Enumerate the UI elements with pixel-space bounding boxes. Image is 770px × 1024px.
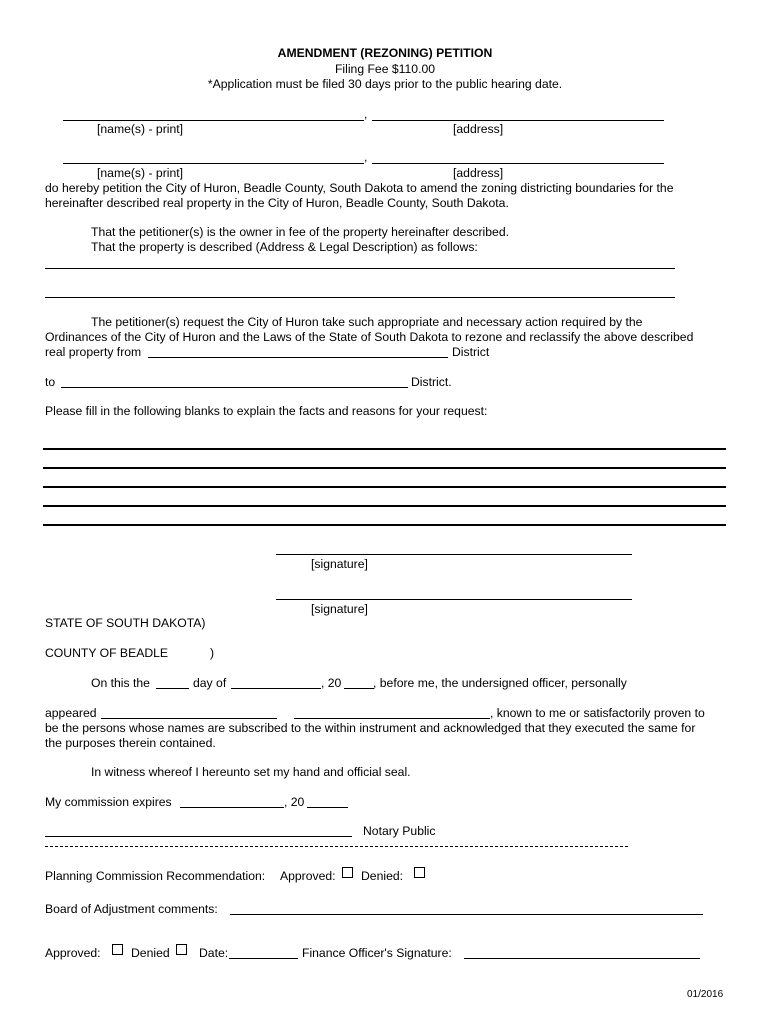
appeared-field-1[interactable] (101, 718, 277, 719)
day-of-label: day of (193, 676, 227, 690)
pc-denied-label: Denied: (361, 869, 404, 883)
filing-fee: Filing Fee $110.00 (334, 62, 436, 76)
month-field[interactable] (231, 688, 321, 689)
commission-year-prefix: , 20 (284, 795, 305, 809)
request-text-3b: District (452, 345, 490, 359)
final-denied-label: Denied (131, 946, 170, 960)
notary-signature-line[interactable] (45, 836, 352, 837)
petitioner-name-line-2[interactable] (63, 163, 364, 164)
request-text-3a: real property from (45, 345, 142, 359)
pc-approved-label: Approved: (280, 869, 336, 883)
reason-line-5[interactable] (43, 524, 726, 526)
board-comments-field[interactable] (230, 914, 703, 915)
filing-note: *Application must be filed 30 days prior to the public hearing date. (207, 77, 563, 91)
signature-line-2[interactable] (276, 599, 632, 600)
finance-signature-label: Finance Officer's Signature: (302, 946, 452, 960)
persons-text: be the persons whose names are subscribed to the within instrument and acknowledged that they executed the same for (45, 721, 696, 735)
date-label: Date: (199, 946, 229, 960)
date-field[interactable] (229, 958, 298, 959)
revision-date: 01/2016 (687, 989, 724, 1000)
to-district-label: District. (411, 375, 452, 389)
county-paren: ) (210, 646, 215, 660)
witness-text: In witness whereof I hereunto set my hand and official seal. (91, 765, 411, 779)
request-text-2: Ordinances of the City of Huron and the Laws of the State of South Dakota to rezone and reclassify the above described (45, 330, 694, 344)
reasons-prompt: Please fill in the following blanks to explain the facts and reasons for your request: (45, 404, 488, 418)
name-label-1: [name(s) - print] (97, 122, 184, 136)
name-label-2: [name(s) - print] (97, 166, 184, 180)
appeared-field-2[interactable] (294, 718, 490, 719)
commission-label: My commission expires (45, 795, 172, 809)
final-denied-checkbox[interactable] (176, 944, 187, 955)
signature-label-1: [signature] (311, 557, 368, 571)
final-approved-label: Approved: (45, 946, 101, 960)
petition-text-2: hereinafter described real property in the City of Huron, Beadle County, South Dakota. (45, 196, 509, 210)
description-prompt: That the property is described (Address & Legal Description) as follows: (91, 240, 478, 254)
year-field[interactable] (344, 688, 374, 689)
pc-denied-checkbox[interactable] (414, 867, 425, 878)
on-this-label: On this the (91, 676, 150, 690)
reason-line-2[interactable] (43, 467, 726, 469)
known-text: , known to me or satisfactorily proven to (490, 706, 705, 720)
state-label: STATE OF SOUTH DAKOTA) (45, 616, 206, 630)
address-label-1: [address] (453, 122, 504, 136)
signature-line-1[interactable] (276, 554, 632, 555)
comma-2: , (364, 150, 368, 164)
appeared-label: appeared (45, 706, 97, 720)
reason-line-3[interactable] (43, 486, 726, 488)
petitioner-address-line-2[interactable] (372, 163, 664, 164)
day-field[interactable] (156, 688, 189, 689)
reason-line-1[interactable] (43, 448, 726, 450)
comma-1: , (364, 107, 368, 121)
board-comments-label: Board of Adjustment comments: (45, 902, 218, 916)
year-prefix: , 20 (321, 676, 342, 690)
pc-recommendation-label: Planning Commission Recommendation: (45, 869, 266, 883)
to-district-field[interactable] (61, 387, 408, 388)
purposes-text: the purposes therein contained. (45, 736, 216, 750)
form-title: AMENDMENT (REZONING) PETITION (277, 46, 493, 60)
finance-signature-field[interactable] (464, 958, 700, 959)
petition-text-1: do hereby petition the City of Huron, Beadle County, South Dakota to amend the zoning districting boundaries for the (45, 181, 674, 195)
commission-year-field[interactable] (307, 807, 348, 808)
county-label: COUNTY OF BEADLE (45, 646, 169, 660)
description-line-2[interactable] (45, 297, 675, 298)
signature-label-2: [signature] (311, 602, 368, 616)
to-label: to (45, 375, 56, 389)
description-line-1[interactable] (45, 268, 675, 269)
petitioner-name-line-1[interactable] (63, 120, 364, 121)
final-approved-checkbox[interactable] (112, 944, 123, 955)
from-district-field[interactable] (148, 357, 448, 358)
owner-statement: That the petitioner(s) is the owner in fee of the property hereinafter described. (91, 225, 509, 239)
commission-date-field[interactable] (180, 807, 284, 808)
pc-approved-checkbox[interactable] (342, 867, 353, 878)
address-label-2: [address] (453, 166, 504, 180)
notary-public-label: Notary Public (363, 824, 436, 838)
reason-line-4[interactable] (43, 505, 726, 507)
before-me-text: , before me, the undersigned officer, personally (373, 676, 627, 690)
office-use-divider (45, 846, 628, 847)
petitioner-address-line-1[interactable] (372, 120, 664, 121)
request-text-1: The petitioner(s) request the City of Huron take such appropriate and necessary action required by the (91, 315, 643, 329)
